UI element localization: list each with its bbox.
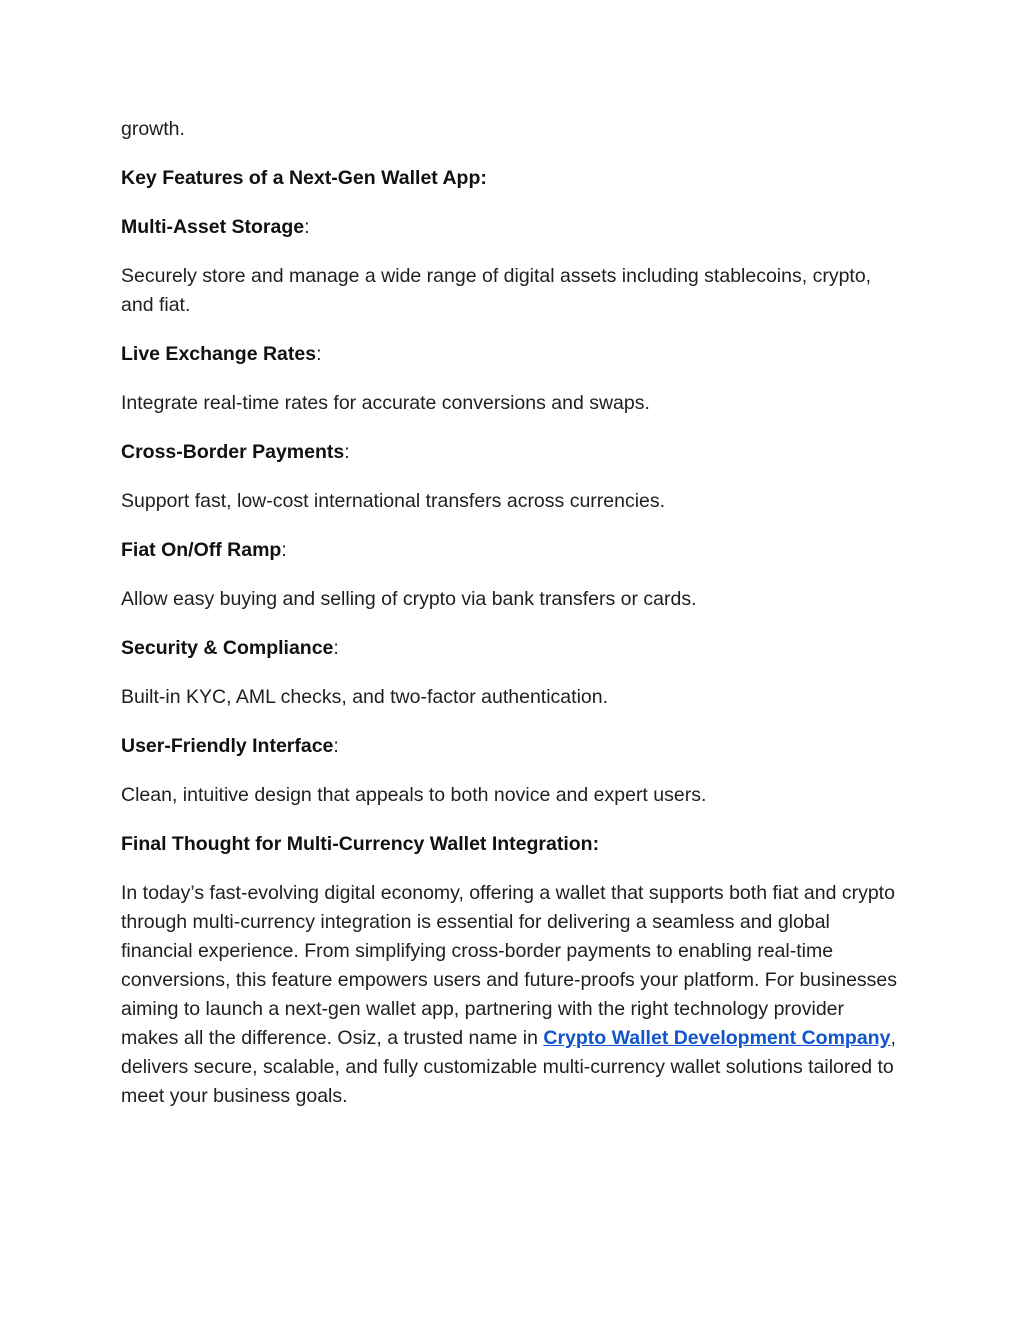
- feature-colon: :: [344, 441, 350, 463]
- feature-colon: :: [281, 539, 287, 561]
- intro-fragment: growth.: [121, 118, 185, 140]
- feature-title: Fiat On/Off Ramp: [121, 539, 282, 561]
- feature-description: Clean, intuitive design that appeals to both novice and expert users.: [121, 784, 707, 806]
- feature-title-row: [121, 732, 901, 761]
- feature-title-row: [121, 438, 901, 467]
- final-paragraph-text-after-link: , delivers secure, scalable, and fully customizable multi-currency wallet solutions tailored to meet your business goals.: [121, 1027, 896, 1107]
- feature-description: Allow easy buying and selling of crypto via bank transfers or cards.: [121, 588, 697, 610]
- feature-colon: :: [304, 216, 310, 238]
- feature-title-row: [121, 340, 901, 369]
- feature-title: Cross-Border Payments: [121, 441, 345, 463]
- final-heading: Final Thought for Multi-Currency Wallet Integration:: [121, 833, 600, 855]
- feature-title-row: [121, 536, 901, 565]
- crypto-wallet-development-link[interactable]: Crypto Wallet Development Company: [543, 1027, 891, 1049]
- feature-description: Securely store and manage a wide range of digital assets including stablecoins, crypto, and fiat.: [121, 265, 872, 316]
- features-heading: Key Features of a Next-Gen Wallet App:: [121, 167, 487, 189]
- feature-title: User-Friendly Interface: [121, 735, 334, 757]
- feature-description: Built-in KYC, AML checks, and two-factor authentication.: [121, 686, 609, 708]
- feature-colon: :: [333, 637, 339, 659]
- feature-title: Live Exchange Rates: [121, 343, 317, 365]
- feature-title-row: [121, 634, 901, 663]
- feature-colon: :: [316, 343, 322, 365]
- feature-colon: :: [333, 735, 339, 757]
- feature-title: Security & Compliance: [121, 637, 334, 659]
- feature-description: Integrate real-time rates for accurate conversions and swaps.: [121, 392, 650, 414]
- final-paragraph: [121, 879, 901, 1111]
- feature-description: Support fast, low-cost international transfers across currencies.: [121, 490, 666, 512]
- feature-title-row: [121, 213, 901, 242]
- final-paragraph-text-before-link: In today’s fast-evolving digital economy, offering a wallet that supports both fiat and crypto through multi-currency integration is essential for delivering a seamless and global financial experience. From simplifying cross-border payments to enabling real-time conversions, this feature empowers users and future-proofs your platform. For businesses aiming to launch a next-gen wallet app, partnering with the right technology provider makes all the difference. Osiz, a trusted name in: [121, 882, 898, 1049]
- feature-title: Multi-Asset Storage: [121, 216, 305, 238]
- document-body: [121, 115, 901, 1131]
